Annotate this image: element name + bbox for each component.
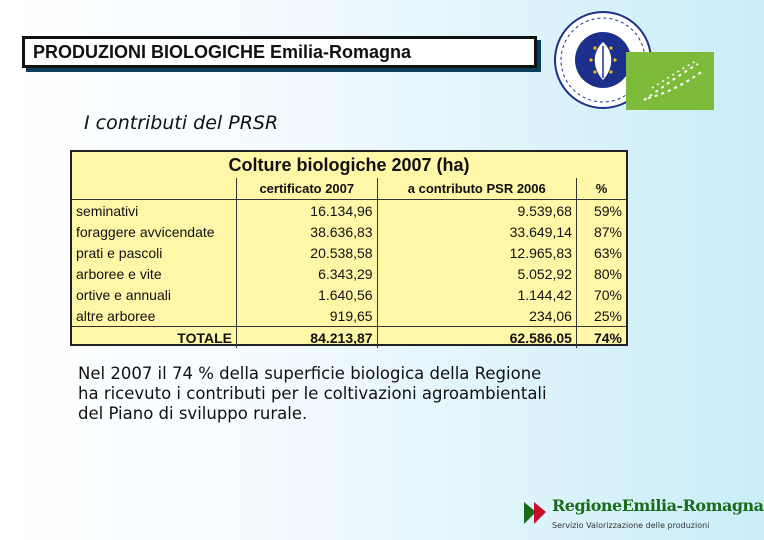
table-row	[72, 284, 626, 305]
cell-percent: 80%	[576, 263, 626, 284]
cell-percent: 87%	[576, 221, 626, 242]
footer-org-unit: Servizio Valorizzazione delle produzioni	[552, 521, 710, 530]
row-label: seminativi	[76, 202, 139, 219]
row-label: ortive e annuali	[76, 286, 171, 303]
row-label: prati e pascoli	[76, 244, 163, 261]
footer-org-name: RegioneEmilia-Romagna	[552, 496, 764, 515]
footer-logo	[520, 494, 764, 540]
body-paragraph	[78, 364, 668, 424]
row-label: foraggere avvicendate	[76, 223, 215, 240]
total-certified: 84.213,87	[237, 327, 378, 349]
cell-certified: 20.538,58	[237, 242, 378, 263]
eu-organic-leaf-logo-icon	[626, 52, 714, 110]
page-subtitle: I contributi del PRSR	[84, 112, 279, 134]
body-line: ha ricevuto i contributi per le coltivazioni agroambientali	[78, 384, 547, 403]
cell-percent: 25%	[576, 305, 626, 327]
cell-contributed: 33.649,14	[377, 221, 576, 242]
table-caption: Colture biologiche 2007 (ha)	[228, 154, 470, 175]
crops-table	[70, 150, 628, 346]
cell-certified: 1.640,56	[237, 284, 378, 305]
cell-certified: 919,65	[237, 305, 378, 327]
regione-logo-icon	[522, 498, 552, 528]
column-header-label	[72, 178, 237, 200]
cell-contributed: 12.965,83	[377, 242, 576, 263]
cell-percent: 59%	[576, 200, 626, 222]
cell-contributed: 234,06	[377, 305, 576, 327]
page-title: PRODUZIONI BIOLOGICHE Emilia-Romagna	[33, 42, 412, 62]
body-line: Nel 2007 il 74 % della superficie biologica della Regione	[78, 364, 542, 383]
cell-percent: 70%	[576, 284, 626, 305]
body-line: del Piano di sviluppo rurale.	[78, 404, 308, 423]
cell-contributed: 9.539,68	[377, 200, 576, 222]
cell-percent: 63%	[576, 242, 626, 263]
total-label: TOTALE	[72, 327, 237, 349]
table-row	[72, 200, 626, 222]
cell-contributed: 1.144,42	[377, 284, 576, 305]
cell-certified: 16.134,96	[237, 200, 378, 222]
title-box	[22, 36, 537, 68]
table-row	[72, 242, 626, 263]
column-header-percent: %	[576, 178, 626, 200]
row-label: arboree e vite	[76, 265, 162, 282]
column-header-contributed: a contributo PSR 2006	[377, 178, 576, 200]
total-contributed: 62.586,05	[377, 327, 576, 349]
cell-certified: 6.343,29	[237, 263, 378, 284]
table-row	[72, 263, 626, 284]
table-total-row	[72, 327, 626, 349]
column-header-certified: certificato 2007	[237, 178, 378, 200]
cell-certified: 38.636,83	[237, 221, 378, 242]
row-label: altre arboree	[76, 307, 156, 324]
table-row	[72, 305, 626, 327]
cell-contributed: 5.052,92	[377, 263, 576, 284]
logo-group	[548, 8, 718, 112]
total-percent: 74%	[576, 327, 626, 349]
table-row	[72, 221, 626, 242]
